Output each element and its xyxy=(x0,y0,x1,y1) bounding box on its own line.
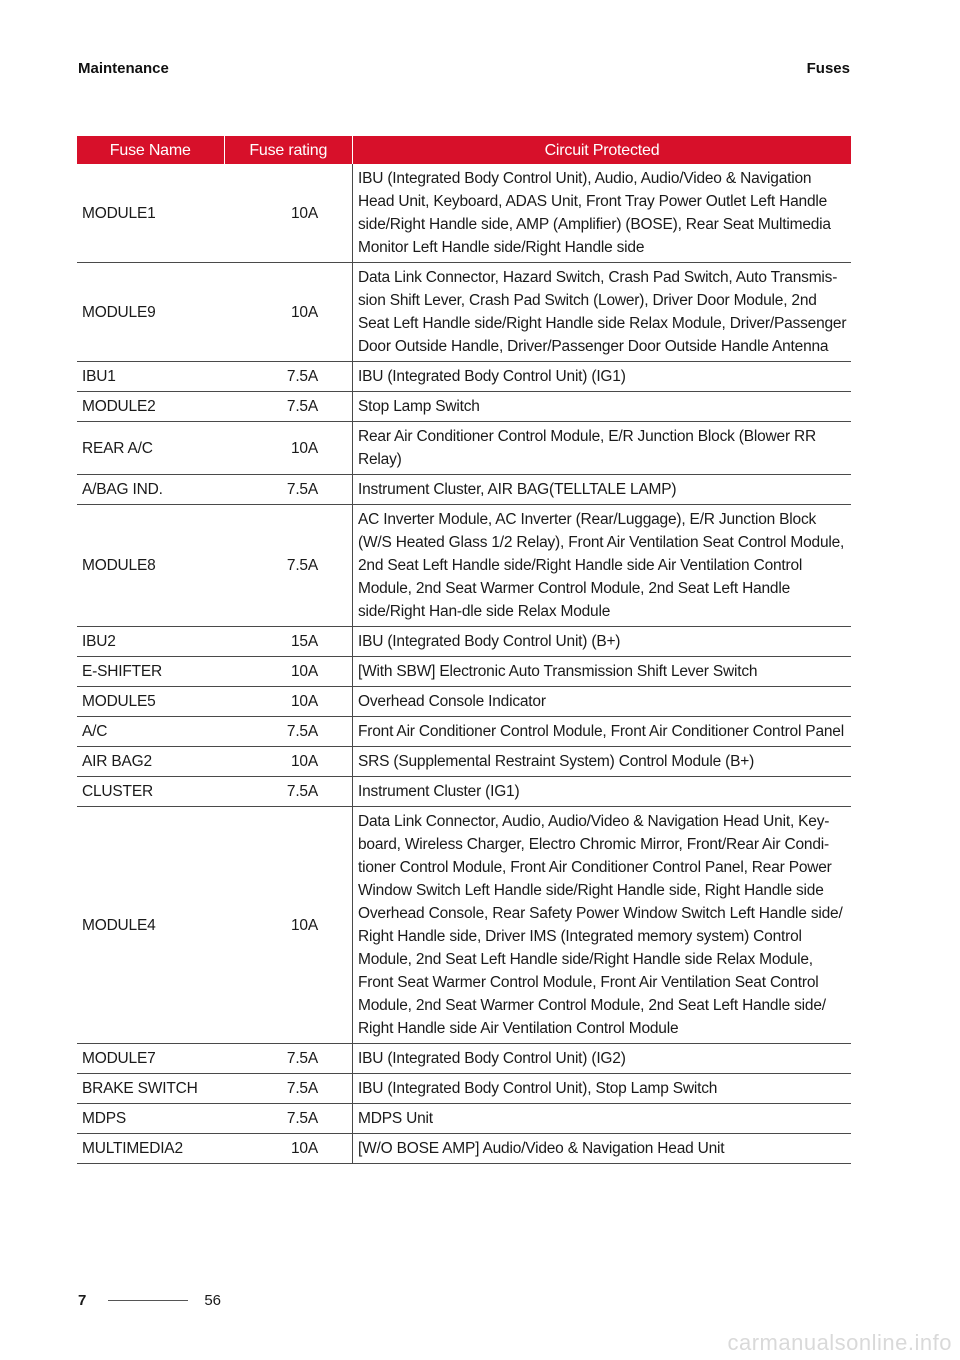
topic-title: Fuses xyxy=(806,60,850,77)
column-header-fuse-name: Fuse Name xyxy=(77,136,224,164)
table-row xyxy=(77,1134,851,1164)
table-row xyxy=(77,475,851,505)
circuit-protected-cell: IBU (Integrated Body Control Unit) (IG1) xyxy=(353,362,852,392)
fuse-name-cell: MODULE9 xyxy=(77,263,224,362)
section-title: Maintenance xyxy=(78,60,169,77)
table-row xyxy=(77,747,851,777)
table-row xyxy=(77,164,851,263)
fuse-name-cell: A/BAG IND. xyxy=(77,475,224,505)
circuit-protected-cell: IBU (Integrated Body Control Unit), Audio, Audio/Video & Navigation Head Unit, Keyboard, ADAS Unit, Front Tray Power Outlet Left Handle side/Right Handle side, AMP (Amplifier) (BOSE), Rear Seat Multimedia Monitor Left Handle side/Right Handle side xyxy=(353,164,852,263)
fuse-table xyxy=(77,136,851,1164)
table-row xyxy=(77,392,851,422)
table-row xyxy=(77,717,851,747)
fuse-rating-cell: 10A xyxy=(224,263,353,362)
circuit-protected-cell: SRS (Supplemental Restraint System) Control Module (B+) xyxy=(353,747,852,777)
fuse-rating-cell: 7.5A xyxy=(224,392,353,422)
table-row xyxy=(77,1074,851,1104)
fuse-rating-cell: 7.5A xyxy=(224,1074,353,1104)
circuit-protected-cell: Instrument Cluster (IG1) xyxy=(353,777,852,807)
fuse-rating-cell: 15A xyxy=(224,627,353,657)
watermark: carmanualsonline.info xyxy=(727,1330,952,1355)
table-row xyxy=(77,1044,851,1074)
table-row xyxy=(77,422,851,475)
fuse-rating-cell: 7.5A xyxy=(224,505,353,627)
fuse-name-cell: IBU1 xyxy=(77,362,224,392)
fuse-rating-cell: 10A xyxy=(224,657,353,687)
table-row xyxy=(77,1104,851,1134)
fuse-name-cell: MDPS xyxy=(77,1104,224,1134)
page-footer xyxy=(78,1292,221,1309)
fuse-name-cell: MODULE7 xyxy=(77,1044,224,1074)
table-row xyxy=(77,362,851,392)
table-row xyxy=(77,657,851,687)
circuit-protected-cell: Stop Lamp Switch xyxy=(353,392,852,422)
column-header-circuit-protected: Circuit Protected xyxy=(353,136,852,164)
circuit-protected-cell: IBU (Integrated Body Control Unit) (B+) xyxy=(353,627,852,657)
fuse-rating-cell: 10A xyxy=(224,164,353,263)
fuse-rating-cell: 7.5A xyxy=(224,717,353,747)
fuse-table-body xyxy=(77,164,851,1164)
table-row xyxy=(77,687,851,717)
circuit-protected-cell: [W/O BOSE AMP] Audio/Video & Navigation Head Unit xyxy=(353,1134,852,1164)
circuit-protected-cell: AC Inverter Module, AC Inverter (Rear/Luggage), E/R Junction Block (W/S Heated Glass 1/2 Relay), Front Air Ventilation Seat Control Module, 2nd Seat Left Handle side/Right Handle side Air Ventilation Control Module, 2nd Seat Warmer Control Module, 2nd Seat Left Handle side/Right Han-dle side Relax Module xyxy=(353,505,852,627)
circuit-protected-cell: Instrument Cluster, AIR BAG(TELLTALE LAMP) xyxy=(353,475,852,505)
fuse-name-cell: REAR A/C xyxy=(77,422,224,475)
footer-rule xyxy=(108,1300,188,1301)
column-header-fuse-rating: Fuse rating xyxy=(224,136,353,164)
table-row xyxy=(77,627,851,657)
fuse-rating-cell: 7.5A xyxy=(224,1104,353,1134)
fuse-name-cell: MULTIMEDIA2 xyxy=(77,1134,224,1164)
circuit-protected-cell: Overhead Console Indicator xyxy=(353,687,852,717)
fuse-rating-cell: 10A xyxy=(224,1134,353,1164)
table-header-row xyxy=(77,136,851,164)
circuit-protected-cell: Rear Air Conditioner Control Module, E/R Junction Block (Blower RR Relay) xyxy=(353,422,852,475)
circuit-protected-cell: IBU (Integrated Body Control Unit) (IG2) xyxy=(353,1044,852,1074)
page-header xyxy=(78,60,850,77)
fuse-name-cell: MODULE4 xyxy=(77,807,224,1044)
fuse-name-cell: MODULE1 xyxy=(77,164,224,263)
fuse-name-cell: IBU2 xyxy=(77,627,224,657)
fuse-name-cell: MODULE8 xyxy=(77,505,224,627)
fuse-name-cell: BRAKE SWITCH xyxy=(77,1074,224,1104)
page-number: 56 xyxy=(204,1292,222,1309)
circuit-protected-cell: Front Air Conditioner Control Module, Front Air Conditioner Control Panel xyxy=(353,717,852,747)
fuse-rating-cell: 7.5A xyxy=(224,362,353,392)
fuse-name-cell: CLUSTER xyxy=(77,777,224,807)
fuse-rating-cell: 7.5A xyxy=(224,777,353,807)
fuse-name-cell: MODULE2 xyxy=(77,392,224,422)
fuse-rating-cell: 10A xyxy=(224,687,353,717)
fuse-name-cell: AIR BAG2 xyxy=(77,747,224,777)
fuse-name-cell: E-SHIFTER xyxy=(77,657,224,687)
circuit-protected-cell: IBU (Integrated Body Control Unit), Stop Lamp Switch xyxy=(353,1074,852,1104)
fuse-name-cell: MODULE5 xyxy=(77,687,224,717)
circuit-protected-cell: MDPS Unit xyxy=(353,1104,852,1134)
table-row xyxy=(77,505,851,627)
circuit-protected-cell: [With SBW] Electronic Auto Transmission Shift Lever Switch xyxy=(353,657,852,687)
circuit-protected-cell: Data Link Connector, Audio, Audio/Video & Navigation Head Unit, Key-board, Wireless Charger, Electro Chromic Mirror, Front/Rear Air Condi-tioner Control Module, Front Air Conditioner Control Panel, Rear Power Window Switch Left Handle side/Right Handle side, Right Handle side Overhead Console, Rear Safety Power Window Switch Left Handle side/ Right Handle side, Driver IMS (Integrated memory system) Control Module, 2nd Seat Left Handle side/Right Handle side Relax Module, Front Seat Warmer Control Module, Front Air Ventilation Seat Control Module, 2nd Seat Warmer Control Module, 2nd Seat Left Handle side/ Right Handle side Air Ventilation Control Module xyxy=(353,807,852,1044)
fuse-rating-cell: 10A xyxy=(224,807,353,1044)
table-row xyxy=(77,263,851,362)
fuse-rating-cell: 10A xyxy=(224,747,353,777)
table-row xyxy=(77,807,851,1044)
fuse-rating-cell: 10A xyxy=(224,422,353,475)
fuse-name-cell: A/C xyxy=(77,717,224,747)
circuit-protected-cell: Data Link Connector, Hazard Switch, Crash Pad Switch, Auto Transmis-sion Shift Lever, Crash Pad Switch (Lower), Driver Door Module, 2nd Seat Left Handle side/Right Handle side Relax Module, Driver/Passenger Door Outside Handle, Driver/Passenger Door Outside Handle Antenna xyxy=(353,263,852,362)
chapter-number: 7 xyxy=(78,1292,87,1309)
fuse-rating-cell: 7.5A xyxy=(224,1044,353,1074)
fuse-rating-cell: 7.5A xyxy=(224,475,353,505)
table-row xyxy=(77,777,851,807)
